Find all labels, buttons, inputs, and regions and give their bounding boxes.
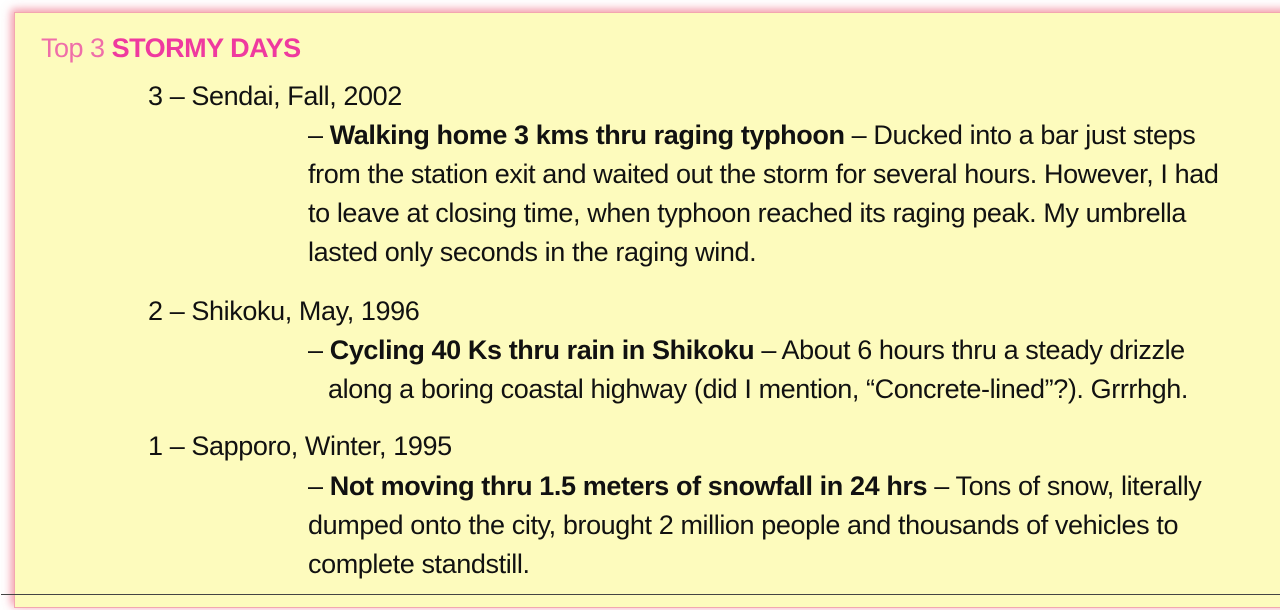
title-prefix: Top 3 <box>41 33 112 63</box>
entry-3-description: – Ducked into a bar just steps from the station exit and waited out the storm for several hours. However, I had to leave at closing time, when typhoon reached its raging peak. My umbrella lasted only seconds in the raging wind. <box>308 120 1219 267</box>
entry-1-heading: 1 – Sapporo, Winter, 1995 <box>148 431 452 461</box>
entry-3-dash: – <box>308 120 330 150</box>
entry-2-bold: Cycling 40 Ks thru rain in Shikoku <box>329 335 755 365</box>
entry-1-description: – Tons of snow, literally dumped onto the city, brought 2 million people and thousands of vehicles to complete standstill. <box>308 471 1202 579</box>
entry-1-bold: Not moving thru 1.5 meters of snowfall in 24 hrs <box>329 471 928 501</box>
bottom-divider <box>1 594 1280 595</box>
stormy-days-card <box>14 12 1280 608</box>
entry-2-text <box>308 331 1268 409</box>
entry-3-heading: 3 – Sendai, Fall, 2002 <box>148 81 402 111</box>
entry-1-text <box>308 467 1228 584</box>
entry-2-description: – About 6 hours thru a steady drizzle <box>754 335 1185 365</box>
entry-3-bold: Walking home 3 kms thru raging typhoon <box>329 120 845 150</box>
page-title <box>41 33 301 64</box>
entry-3-text <box>308 116 1228 272</box>
entry-1-dash: – <box>308 471 330 501</box>
entry-2-line-2: along a boring coastal highway (did I mention, “Concrete-lined”?). Grrrhgh. <box>328 374 1188 404</box>
entry-2-heading: 2 – Shikoku, May, 1996 <box>148 296 420 326</box>
title-main: STORMY DAYS <box>111 33 301 63</box>
entry-2-dash: – <box>308 335 330 365</box>
entry-2-line-1 <box>308 331 1268 370</box>
